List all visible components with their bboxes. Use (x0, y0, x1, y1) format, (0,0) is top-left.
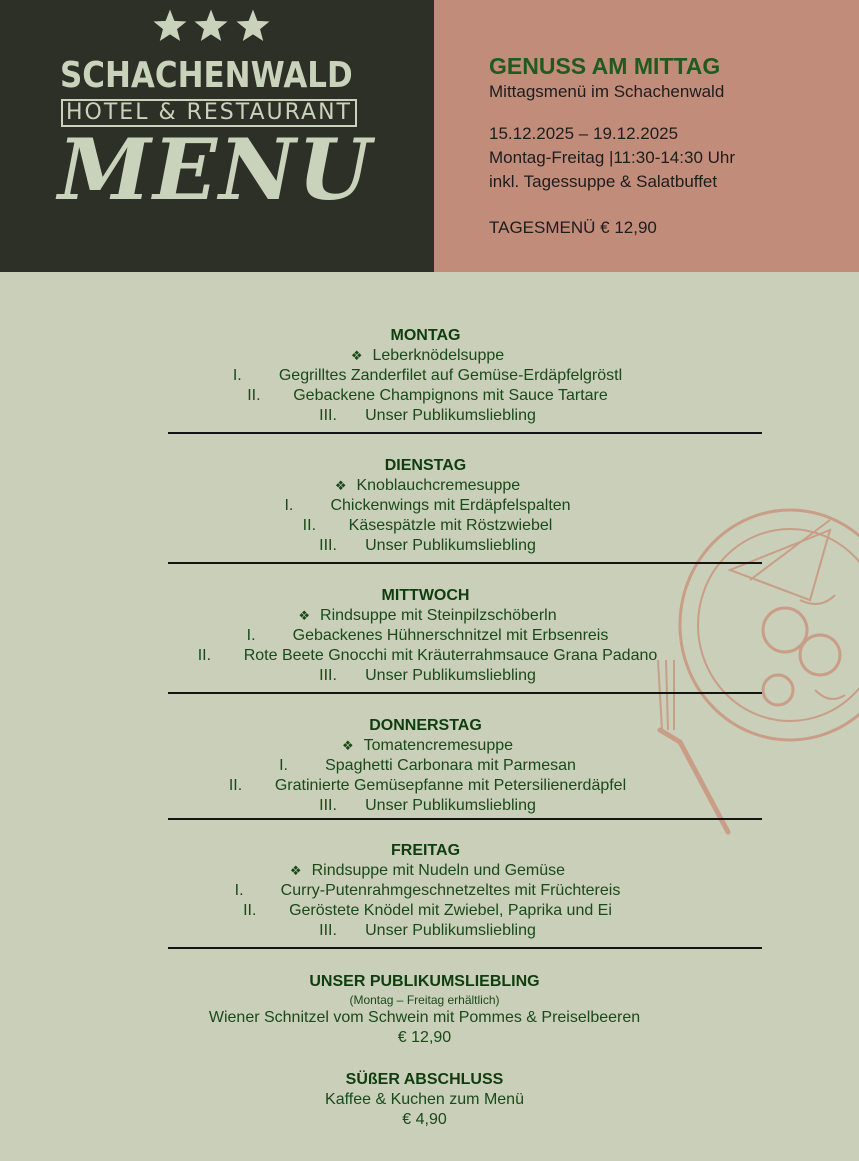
promo-subtitle: Mittagsmenü im Schachenwald (489, 82, 725, 101)
day-title: DIENSTAG (384, 457, 467, 474)
dish-text: Unser Publikumsliebling (365, 537, 536, 554)
soup-text: Leberknödelsuppe (372, 347, 505, 364)
dish-text: Unser Publikumsliebling (365, 797, 536, 814)
brand-subtitle: HOTEL & RESTAURANT (61, 99, 357, 127)
day-title: MONTAG (390, 327, 461, 344)
dish-line (0, 796, 855, 816)
day-title: DONNERSTAG (369, 717, 482, 734)
day-section (0, 841, 855, 941)
day-section (0, 456, 855, 556)
soup-text: Rindsuppe mit Nudeln und Gemüse (311, 862, 566, 879)
soup-bullet-icon: ❖ (298, 608, 311, 623)
dish-number: III. (319, 407, 337, 424)
day-section (0, 326, 855, 426)
dish-text: Gratinierte Gemüsepfanne mit Petersilienerdäpfel (274, 777, 627, 794)
dish-number: I. (284, 497, 294, 514)
day-title: MITTWOCH (381, 587, 470, 604)
dish-number: II. (302, 517, 317, 534)
dish-text: Rote Beete Gnocchi mit Kräuterrahmsauce Grana Padano (243, 647, 658, 664)
favorite-section (0, 972, 859, 1048)
dish-line (0, 901, 855, 921)
dish-number: III. (319, 797, 337, 814)
soup-line (0, 736, 855, 756)
dish-line (0, 626, 855, 646)
dish-number: I. (246, 627, 256, 644)
dish-line (0, 406, 855, 426)
dish-number: III. (319, 667, 337, 684)
soup-bullet-icon: ❖ (341, 738, 354, 753)
divider (168, 818, 762, 820)
dessert-section (0, 1070, 859, 1130)
favorite-price: € 12,90 (397, 1029, 452, 1046)
dish-line (0, 881, 855, 901)
dish-number: II. (247, 387, 261, 404)
dish-text: Käsespätzle mit Röstzwiebel (348, 517, 553, 534)
dish-text: Spaghetti Carbonara mit Parmesan (325, 757, 576, 774)
dish-number: I. (232, 367, 242, 384)
day-section (0, 716, 855, 816)
dish-line (0, 756, 855, 776)
dish-text: Chickenwings mit Erdäpfelspalten (330, 497, 571, 514)
dessert-price: € 4,90 (402, 1111, 447, 1128)
soup-line (0, 606, 855, 626)
dish-text: Gebackenes Hühnerschnitzel mit Erbsenreis (292, 627, 609, 644)
soup-line (0, 476, 855, 496)
soup-bullet-icon: ❖ (334, 478, 347, 493)
promo-hours: Montag-Freitag |11:30-14:30 Uhr (489, 148, 736, 167)
favorite-note: (Montag – Freitag erhältlich) (349, 993, 500, 1007)
soup-bullet-icon: ❖ (350, 348, 363, 363)
dish-number: II. (228, 777, 243, 794)
menu-heading: MENU (58, 120, 374, 219)
dish-line (0, 536, 855, 556)
dish-text: Gebackene Champignons mit Sauce Tartare (293, 387, 608, 404)
favorite-title: UNSER PUBLIKUMSLIEBLING (309, 973, 540, 990)
divider (168, 562, 762, 564)
dish-number: III. (319, 537, 337, 554)
promo-title: GENUSS AM MITTAG (489, 53, 721, 79)
soup-text: Tomatencremesuppe (363, 737, 514, 754)
dish-line (0, 366, 855, 386)
dessert-title: SÜßER ABSCHLUSS (345, 1071, 504, 1088)
favorite-dish: Wiener Schnitzel vom Schwein mit Pommes & Preiselbeeren (208, 1009, 641, 1026)
divider (168, 947, 762, 949)
dish-text: Unser Publikumsliebling (365, 667, 536, 684)
soup-line (0, 861, 855, 881)
promo-includes: inkl. Tagessuppe & Salatbuffet (489, 172, 718, 191)
soup-line (0, 346, 855, 366)
promo-dates: 15.12.2025 – 19.12.2025 (489, 124, 679, 143)
divider (168, 432, 762, 434)
day-section (0, 586, 855, 686)
promo-block (489, 52, 839, 240)
hotel-stars-icon (152, 8, 272, 49)
promo-price: TAGESMENÜ € 12,90 (489, 218, 657, 237)
dish-line (0, 646, 855, 666)
dish-number: I. (279, 757, 288, 774)
dish-text: Gegrilltes Zanderfilet auf Gemüse-Erdäpfelgröstl (278, 367, 623, 384)
dish-text: Unser Publikumsliebling (365, 407, 536, 424)
soup-text: Knoblauchcremesuppe (356, 477, 521, 494)
dish-line (0, 921, 855, 941)
dish-line (0, 776, 855, 796)
header-logo-panel (0, 0, 434, 272)
dessert-text: Kaffee & Kuchen zum Menü (325, 1091, 524, 1108)
dish-line (0, 666, 855, 686)
soup-text: Rindsuppe mit Steinpilzschöberln (320, 607, 557, 624)
soup-bullet-icon: ❖ (289, 863, 302, 878)
dish-text: Unser Publikumsliebling (365, 922, 536, 939)
dish-line (0, 496, 855, 516)
dish-number: I. (234, 882, 244, 899)
day-title: FREITAG (390, 842, 461, 859)
brand-name: SCHACHENWALD (60, 55, 353, 96)
divider (168, 692, 762, 694)
dish-text: Geröstete Knödel mit Zwiebel, Paprika und Ei (289, 902, 612, 919)
dish-number: III. (319, 922, 337, 939)
dish-number: II. (197, 647, 212, 664)
dish-text: Curry-Putenrahmgeschnetzeltes mit Früchtereis (280, 882, 621, 899)
dish-number: II. (243, 902, 257, 919)
dish-line (0, 516, 855, 536)
dish-line (0, 386, 855, 406)
